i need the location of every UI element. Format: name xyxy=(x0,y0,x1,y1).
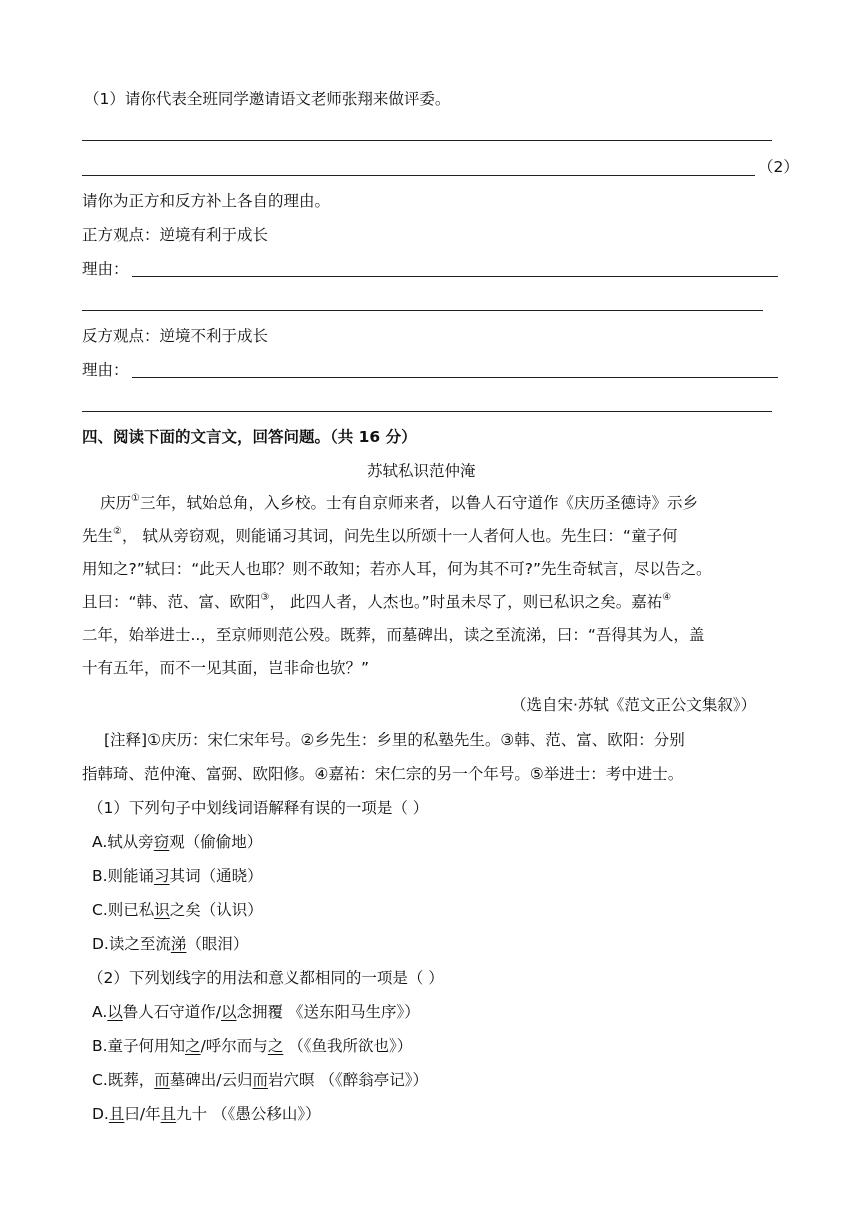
mc2-option-a[interactable]: A.以鲁人石守道作/以念拥覆 《送东阳马生序》） xyxy=(92,1003,420,1021)
answer-line[interactable] xyxy=(82,140,772,141)
passage-line: 先生②， 轼从旁窃观，则能诵习其词，问先生以所颂十一人者何人也。先生曰：“童子何 xyxy=(82,526,678,545)
answer-line[interactable] xyxy=(82,175,755,176)
passage-source: （选自宋·苏轼《范文正公文集叙》） xyxy=(511,696,757,714)
mc2-option-d[interactable]: D.且曰/年且九十 （《愚公移山》） xyxy=(92,1105,321,1123)
con-viewpoint: 反方观点：逆境不利于成长 xyxy=(82,327,269,345)
footnote-marker: ④ xyxy=(662,592,672,603)
passage-title: 苏轼私识范仲淹 xyxy=(367,462,476,480)
mc1-option-b[interactable]: B.则能诵习其词（通晓） xyxy=(92,867,263,885)
answer-line[interactable] xyxy=(132,377,778,378)
notes-line: 指韩琦、范仲淹、富弼、欧阳修。④嘉祐：宋仁宗的另一个年号。⑤举进士：考中进士。 xyxy=(82,765,684,783)
q1-prompt: （1）请你代表全班同学邀请语文老师张翔来做评委。 xyxy=(84,90,451,108)
passage-line: 庆历①三年，轼始总角，入乡校。士有自京师来者，以鲁人石守道作《庆历圣德诗》示乡 xyxy=(100,493,698,512)
q2-prompt: 请你为正方和反方补上各自的理由。 xyxy=(82,192,331,210)
section-heading: 四、阅读下面的文言文，回答问题。（共 16 分） xyxy=(82,428,417,446)
reason-label: 理由： xyxy=(82,361,129,379)
footnote-marker: ② xyxy=(113,526,122,537)
mc1-option-a[interactable]: A.轼从旁窃观（偷偷地） xyxy=(92,833,263,851)
mc2-stem: （2）下列划线字的用法和意义都相同的一项是（ ） xyxy=(88,969,444,987)
passage-line: 二年，始举进士..，至京师则范公殁。既葬，而墓碑出，读之至流涕，曰：“吾得其为人，盖 xyxy=(82,626,705,644)
notes-line: [注释]①庆历：宋仁宋年号。②乡先生：乡里的私塾先生。③韩、范、富、欧阳：分别 xyxy=(104,731,685,749)
q2-number: （2） xyxy=(758,158,799,176)
answer-line[interactable] xyxy=(82,411,772,412)
mc1-option-c[interactable]: C.则已私识之矣（认识） xyxy=(92,901,263,919)
mc1-stem: （1）下列句子中划线词语解释有误的一项是（ ） xyxy=(88,799,429,817)
mc2-option-c[interactable]: C.既葬，而墓碑出/云归而岩穴暝 （《醉翁亭记》） xyxy=(92,1071,428,1089)
passage-line: 十有五年，而不一见其面，岂非命也欤？” xyxy=(82,659,370,677)
footnote-marker: ① xyxy=(131,493,140,504)
footnote-marker: ③ xyxy=(260,592,270,603)
mc1-option-d[interactable]: D.读之至流涕（眼泪） xyxy=(92,935,249,953)
pro-viewpoint: 正方观点：逆境有利于成长 xyxy=(82,226,269,244)
passage-line: 用知之?”轼曰：“此天人也耶？则不敢知；若亦人耳，何为其不可?”先生奇轼言，尽以告之。 xyxy=(82,560,712,578)
mc2-option-b[interactable]: B.童子何用知之/呼尔而与之 （《鱼我所欲也》） xyxy=(92,1037,413,1055)
reason-label: 理由： xyxy=(82,260,129,278)
answer-line[interactable] xyxy=(82,310,763,311)
passage-line: 且曰：“韩、范、富、欧阳③， 此四人者，人杰也。”时虽未尽了，则已私识之矣。嘉祐④ xyxy=(82,592,672,611)
answer-line[interactable] xyxy=(132,276,778,277)
